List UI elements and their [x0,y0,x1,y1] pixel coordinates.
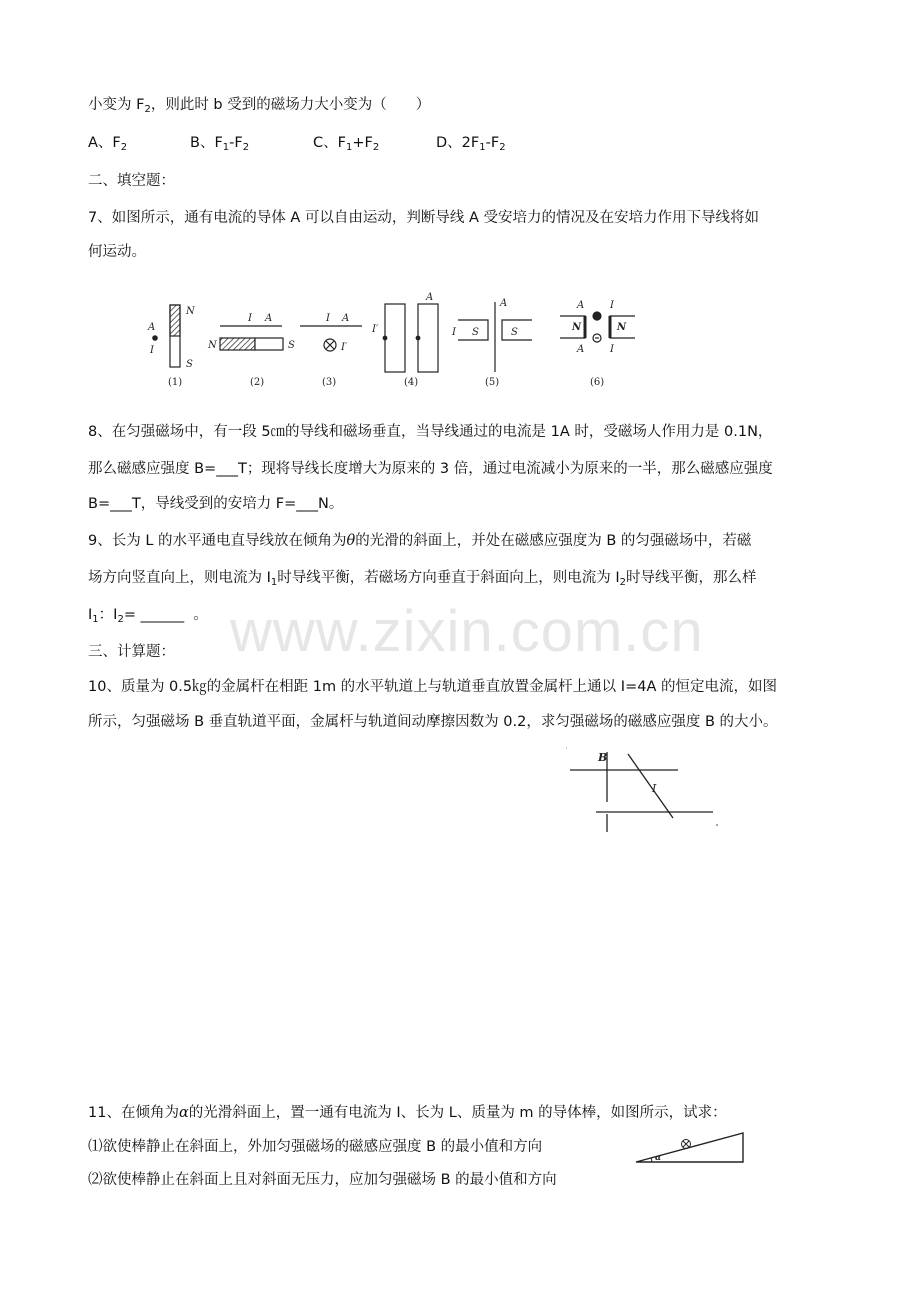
label-N-6b: N [617,322,627,333]
label-S-1: S [186,359,193,370]
label-S-5b: S [511,327,518,338]
subfigure-1 [147,305,196,388]
q8-line-2: 那么磁感应强度 B=___T；现将导线长度增大为原来的 3 倍，通过电流减小为原来的一半，那么磁感应强度 [88,461,773,477]
label-S-5a: S [472,327,479,338]
label-N-6a: N [572,322,582,333]
q11-figure [630,1130,750,1168]
label-Iprime-3: I′ [341,342,348,353]
q8-line-3: B=___T，导线受到的安培力 F=___N。 [88,496,344,512]
label-alpha: α [655,1152,662,1162]
subfigure-6 [560,300,635,388]
q9-line-3: $I_1$：$I_2=$ ______ 。 [88,607,208,625]
q10-line-1: 10、质量为 0.5㎏的金属杆在相距 1m 的水平轨道上与轨道垂直放置金属杆上通以 I=4A 的恒定电流，如图 [88,679,777,695]
caption-3: (3) [322,377,337,388]
label-A-4: A [426,292,434,303]
label-S-2: S [288,340,295,351]
q9-line-1: 9、长为 L 的水平通电直导线放在倾角为θ的光滑的斜面上，并处在磁感应强度为 B 的匀强磁场中，若磁 [88,533,752,549]
q10-line-2: 所示，匀强磁场 B 垂直轨道平面，金属杆与轨道间动摩擦因数为 0.2，求匀强磁场的磁感应强度 B 的大小。 [88,714,778,730]
q10-figure [560,742,725,834]
q7-figure [140,290,660,395]
caption-2: (2) [250,377,265,388]
label-I-1: I [150,345,154,356]
label-I-6a: I [610,300,614,311]
subfigure-5 [451,298,532,388]
caption-6: (6) [590,377,605,388]
label-I-5: I [452,327,456,338]
label-A-6a: A [577,300,585,311]
q11-part-2: ⑵欲使棒静止在斜面上且对斜面无压力，应加匀强磁场 B 的最小值和方向 [88,1172,557,1188]
q9-line-2: 场方向竖直向上，则电流为 $I_1$时导线平衡，若磁场方向垂直于斜面向上，则电流为 $I_2$时导线平衡，那么样 [88,570,757,588]
label-B: B [598,751,608,764]
subfigure-3 [300,313,362,388]
option-d[interactable]: D、$2F_1-F_2$ [436,135,506,153]
watermark: www.zixin.com.cn [230,599,704,664]
label-A-2: A [265,313,273,324]
label-I-3: I [326,313,330,324]
q7-line-2: 何运动。 [88,244,146,260]
subfigure-2 [207,313,295,388]
theta-symbol: θ [346,533,356,549]
alpha-symbol: α [178,1105,189,1121]
section-heading-calculation: 三、计算题： [88,644,175,660]
subfigure-4 [371,292,438,388]
label-A-3: A [342,313,350,324]
label-N-1: N [186,306,195,317]
option-c[interactable]: C、$F_1+F_2$ [313,135,380,153]
label-N-2: N [208,340,217,351]
label-I-2: I [248,313,252,324]
label-A-6b: A [577,344,585,355]
q6-question-tail: 小变为 $F_2$，则此时 b 受到的磁场力大小变为（ ） [88,97,431,115]
option-a[interactable]: A、$F_2$ [88,135,128,153]
caption-5: (5) [485,377,500,388]
option-b[interactable]: B、$F_1-F_2$ [190,135,250,153]
q8-line-1: 8、在匀强磁场中，有一段 5㎝的导线和磁场垂直，当导线通过的电流是 1A 时，受磁场人作用力是 0.1N， [88,424,773,440]
section-heading-fill-in: 二、填空题： [88,173,175,189]
q7-line-1: 7、如图所示，通有电流的导体 A 可以自由运动，判断导线 A 受安培力的情况及在安培力作用下导线将如 [88,210,759,226]
q6-options [0,133,920,155]
q11-line-1: 11、在倾角为α的光滑斜面上，置一通有电流为 I、长为 L、质量为 m 的导体棒，如图所示，试求： [88,1105,727,1121]
label-I-6b: I [610,344,614,355]
label-A-1: A [148,322,156,333]
label-A-5: A [500,298,508,309]
q11-part-1: ⑴欲使棒静止在斜面上，外加匀强磁场的磁感应强度 B 的最小值和方向 [88,1139,543,1155]
caption-4: (4) [404,377,419,388]
label-Iprime-4: I′ [372,324,379,335]
caption-1: (1) [168,377,183,388]
label-I: I [652,782,657,795]
